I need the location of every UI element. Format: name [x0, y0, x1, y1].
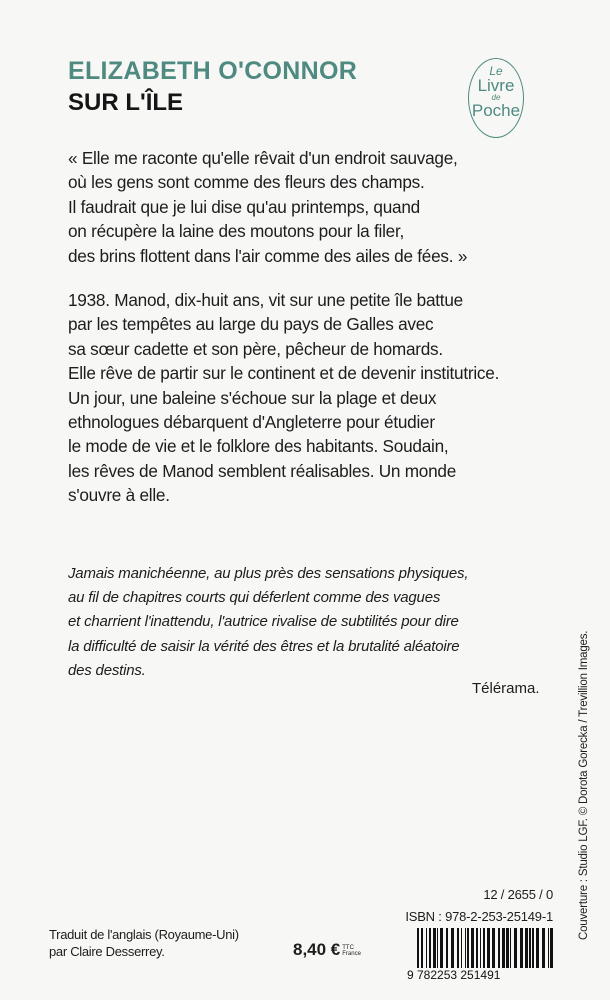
quote-line: des brins flottent dans l'air comme des ailes de fées. » — [68, 245, 468, 266]
price-note-country: France — [342, 950, 361, 957]
translation-credit — [49, 926, 239, 960]
summary-line: par les tempêtes au large du pays de Galles avec — [68, 314, 434, 335]
barcode-digits: 9 782253 251491 — [407, 968, 501, 980]
price-value: 8,40 € — [293, 940, 341, 959]
isbn: ISBN : 978-2-253-25149-1 — [405, 909, 553, 924]
review-line: des destins. — [68, 661, 146, 679]
price-note — [342, 945, 361, 957]
logo-livre: Livre — [477, 76, 515, 95]
logo-de: de — [491, 93, 501, 102]
logo-le: Le — [489, 64, 503, 78]
review-line: au fil de chapitres courts qui déferlent comme des vagues — [68, 589, 441, 607]
summary-line: le mode de vie et le folklore des habitants. Soudain, — [68, 436, 449, 457]
logo-poche: Poche — [471, 101, 521, 120]
quote-line: Il faudrait que je lui dise qu'au printemps, quand — [68, 196, 420, 217]
summary-line: ethnologues débarquent d'Angleterre pour étudier — [68, 411, 435, 432]
summary-line: les rêves de Manod semblent réalisables. Un monde — [68, 460, 457, 481]
edition-code: 12 / 2655 / 0 — [483, 887, 553, 902]
translation-line: Traduit de l'anglais (Royaume-Uni) — [49, 927, 239, 942]
review-source: Télérama. — [472, 680, 540, 697]
quote-line: où les gens sont comme des fleurs des champs. — [68, 172, 425, 193]
cover-credit: Couverture : Studio LGF. © Dorota Gorecka / Trevillion Images. — [578, 630, 590, 940]
excerpt-quote — [68, 146, 467, 268]
review-line: Jamais manichéenne, au plus près des sensations physiques, — [68, 565, 469, 582]
summary-line: s'ouvre à elle. — [68, 485, 170, 506]
barcode — [405, 928, 555, 980]
summary-line: Elle rêve de partir sur le continent et de devenir institutrice. — [68, 363, 500, 384]
quote-line: « Elle me raconte qu'elle rêvait d'un endroit sauvage, — [68, 148, 458, 168]
review-line: la difficulté de saisir la vérité des êtres et la brutalité aléatoire — [68, 637, 460, 655]
summary-line: 1938. Manod, dix-huit ans, vit sur une petite île battue — [68, 290, 463, 310]
press-review — [68, 562, 468, 683]
author-name: ELIZABETH O'CONNOR — [68, 57, 358, 85]
translation-line: par Claire Desserrey. — [49, 944, 165, 959]
publisher-logo — [468, 58, 524, 138]
review-line: et charrient l'inattendu, l'autrice rivalise de subtilités pour dire — [68, 613, 459, 631]
summary-line: sa sœur cadette et son père, pêcheur de homards. — [68, 338, 443, 359]
summary-line: Un jour, une baleine s'échoue sur la plage et deux — [68, 387, 437, 408]
book-title: SUR L'ÎLE — [68, 89, 184, 116]
quote-line: on récupère la laine des moutons pour la filer, — [68, 221, 405, 242]
codes — [405, 884, 553, 928]
price — [293, 940, 361, 960]
price-note-ttc: TTC — [342, 944, 354, 951]
summary — [68, 288, 499, 508]
